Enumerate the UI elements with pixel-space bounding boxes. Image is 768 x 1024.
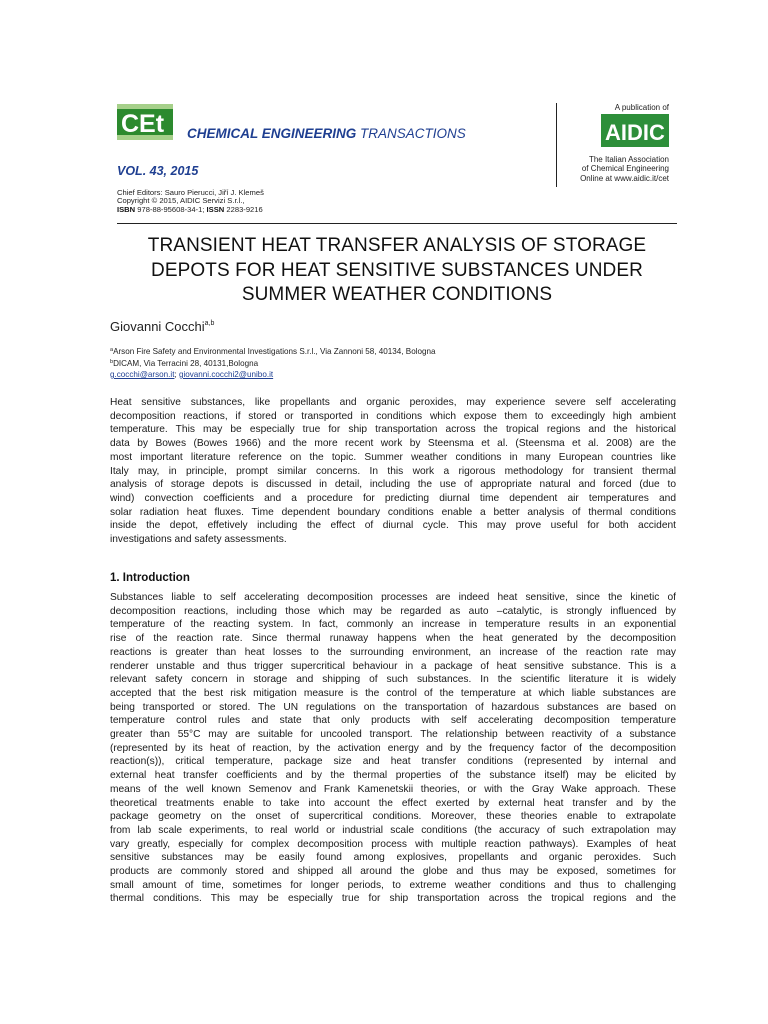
journal-name-light: TRANSACTIONS — [360, 126, 466, 141]
abstract — [110, 396, 676, 547]
intro-line: relevant safety concern in storage and shipping of such substances. In the scientific literature it is widely — [110, 674, 676, 686]
intro-line: small amount of time, sometimes for longer periods, to extreme weather conditions and thus to challenging — [110, 879, 676, 891]
email-separator: ; — [174, 370, 179, 379]
issn-label: ISSN — [206, 204, 225, 214]
email-link-unibo[interactable]: giovanni.cocchi2@unibo.it — [178, 370, 274, 379]
affiliation-mark: a — [110, 347, 114, 353]
intro-line: renderer unstable and thus trigger supercritical behaviour in a package of heat sensitive substance. This is a — [110, 660, 676, 672]
aidic-logo-text: AIDIC — [605, 120, 665, 145]
aidic-logo — [601, 114, 669, 147]
abstract-line: most important literature reference on the topic. Summer weather conditions in many European countries like — [110, 451, 676, 463]
intro-line: vary greatly, especially for complex decomposition process with multiple reaction pathways). Examples of heat — [110, 838, 676, 850]
title-line: DEPOTS FOR HEAT SENSITIVE SUBSTANCES UNDER — [151, 259, 643, 281]
intro-line: external heat transfer coefficients and by the thermal properties of the substance itself) may be elicited by — [110, 770, 676, 782]
abstract-line: analysis of storage depots is discussed in detail, including the use of appropriate natural and forced (due to — [110, 479, 676, 491]
isbn-value: 978-88-95608-34-1; — [137, 204, 205, 214]
header-divider — [556, 103, 557, 187]
cet-logo — [117, 104, 173, 140]
abstract-line: inside the depot, effetively including the effect of diurnal cycle. This may prove useful for both accident — [110, 520, 676, 532]
affiliations — [110, 345, 436, 380]
affiliation-text: DICAM, Via Terracini 28, 40131,Bologna — [113, 359, 259, 368]
affiliation-b — [110, 357, 436, 369]
intro-line: accepted that the best risk mitigation measure is the control of the temperature at which liable substances are — [110, 687, 676, 699]
abstract-line: investigations and safety assessments. — [110, 534, 287, 546]
intro-line: theoretical treatments enable to take into account the effect exerted by external heat transfer and by the — [110, 797, 676, 809]
abstract-line: data by Bowes (Bowes 1966) and the more recent work by Steensma et al. (Steensma et al. 2008) are the — [110, 438, 676, 450]
affiliation-text: Arson Fire Safety and Environmental Investigations S.r.l., Via Zannoni 58, 40134, Bologna — [113, 347, 436, 356]
intro-line: Substances liable to self accelerating decomposition processes are indeed heat sensitive, since the kinetic of — [110, 592, 676, 603]
volume-label: VOL. 43, 2015 — [117, 164, 199, 178]
affiliation-a — [110, 345, 436, 357]
intro-line: greater than 55°C may are suitable for uncooled transport. The relationship between reactivity of a substance — [110, 729, 676, 741]
paper-title — [100, 234, 694, 308]
intro-line: being transported or stored. The UN regulations on the transportation of hazardous substances are based on — [110, 701, 676, 713]
intro-line: products are commonly stored and shipped all around the globe and thus may be exposed, sometimes for — [110, 866, 676, 878]
abstract-line: decomposition reactions, if stored or transported in conditions which expose them to exceedingly high ambient — [110, 410, 676, 422]
journal-name-bold: CHEMICAL ENGINEERING — [187, 126, 357, 141]
intro-line: temperature of the reacting system. In fact, commonly an increase in temperature results in an exponential — [110, 619, 676, 631]
intro-line: package geometry on the onset of supercritical conditions. Moreover, these theories enable to extrapolate — [110, 811, 676, 823]
title-line: TRANSIENT HEAT TRANSFER ANALYSIS OF STORAGE — [147, 235, 647, 256]
intro-line: (represented by its heat of reaction, by the activation energy and by the frequency factor of the decomposition — [110, 742, 676, 754]
isbn-label: ISBN — [117, 204, 136, 214]
abstract-line: solar radiation heat fluxes. Time dependent boundary conditions enable a better analysis of thermal conditions — [110, 506, 676, 518]
publication-of-label: A publication of — [614, 103, 669, 112]
association-line: of Chemical Engineering — [581, 164, 669, 174]
intro-line: thermal conditions. This may be especially true for ship transportation across the tropical regions and the — [110, 893, 676, 905]
journal-name — [187, 126, 466, 141]
abstract-line: Heat sensitive substances, like propellants and organic peroxides, may experience severe self accelerating — [110, 397, 676, 408]
copyright-line: Copyright © 2015, AIDIC Servizi S.r.l., — [117, 196, 245, 206]
author-line — [110, 319, 214, 334]
intro-line: temperature control rules and state that only products with self accelerating decomposition temperature — [110, 715, 676, 727]
editors-block — [117, 189, 264, 214]
abstract-line: temperature. This may be especially true for ship transportation across the tropical regions and the historical — [110, 424, 676, 436]
chief-editors: Chief Editors: Sauro Pierucci, Jiří J. Klemeš — [117, 188, 264, 197]
intro-line: from lab scale experiments, to real world or industrial scale conditions (the accuracy of such extrapolation may — [110, 824, 676, 836]
intro-line: decomposition reactions, including those which may be regarded as auto –catalytic, is strongly influenced by — [110, 605, 676, 617]
introduction-body — [110, 591, 676, 906]
abstract-line: Italy may, in principle, prompt similar concerns. In this work a rigorous methodology for transient thermal — [110, 465, 676, 477]
isbn-issn-line — [117, 206, 264, 214]
email-link-arson[interactable]: g.cocchi@arson.it — [110, 370, 175, 379]
section-heading-introduction: 1. Introduction — [110, 572, 190, 584]
title-line: SUMMER WEATHER CONDITIONS — [241, 284, 553, 305]
intro-line: reactions is greater than heat losses to the surrounding environment, an increase of the reaction rate may — [110, 646, 676, 658]
association-online-line: Online at www.aidic.it/cet — [580, 173, 669, 183]
abstract-line: wind) convection coefficients and a procedure for predicting diurnal time dependent air temperatures and — [110, 492, 676, 504]
association-line: The Italian Association — [588, 155, 669, 164]
association-info — [580, 155, 669, 183]
header-rule — [117, 223, 677, 224]
author-name: Giovanni Cocchi — [110, 319, 205, 334]
email-line — [110, 369, 436, 380]
author-affil-marks: a,b — [204, 320, 215, 327]
intro-line: rise of the reaction rate. Since thermal runaway happens when the heat generated by the decomposition — [110, 633, 676, 645]
intro-line: means of the well known Semenov and Frank Kamenetskii theories, or with the Gray Wake approach. These — [110, 783, 676, 795]
cet-logo-text: CEt — [121, 110, 165, 138]
affiliation-mark: b — [110, 359, 114, 365]
intro-line: reaction(s)), critical temperature, package size and heat transfer conditions (represented by internal and — [110, 756, 676, 768]
intro-line: sensitive substances may be easily found among explosives, propellants and organic peroxides. Such — [110, 852, 676, 864]
issn-value: 2283-9216 — [226, 204, 263, 214]
